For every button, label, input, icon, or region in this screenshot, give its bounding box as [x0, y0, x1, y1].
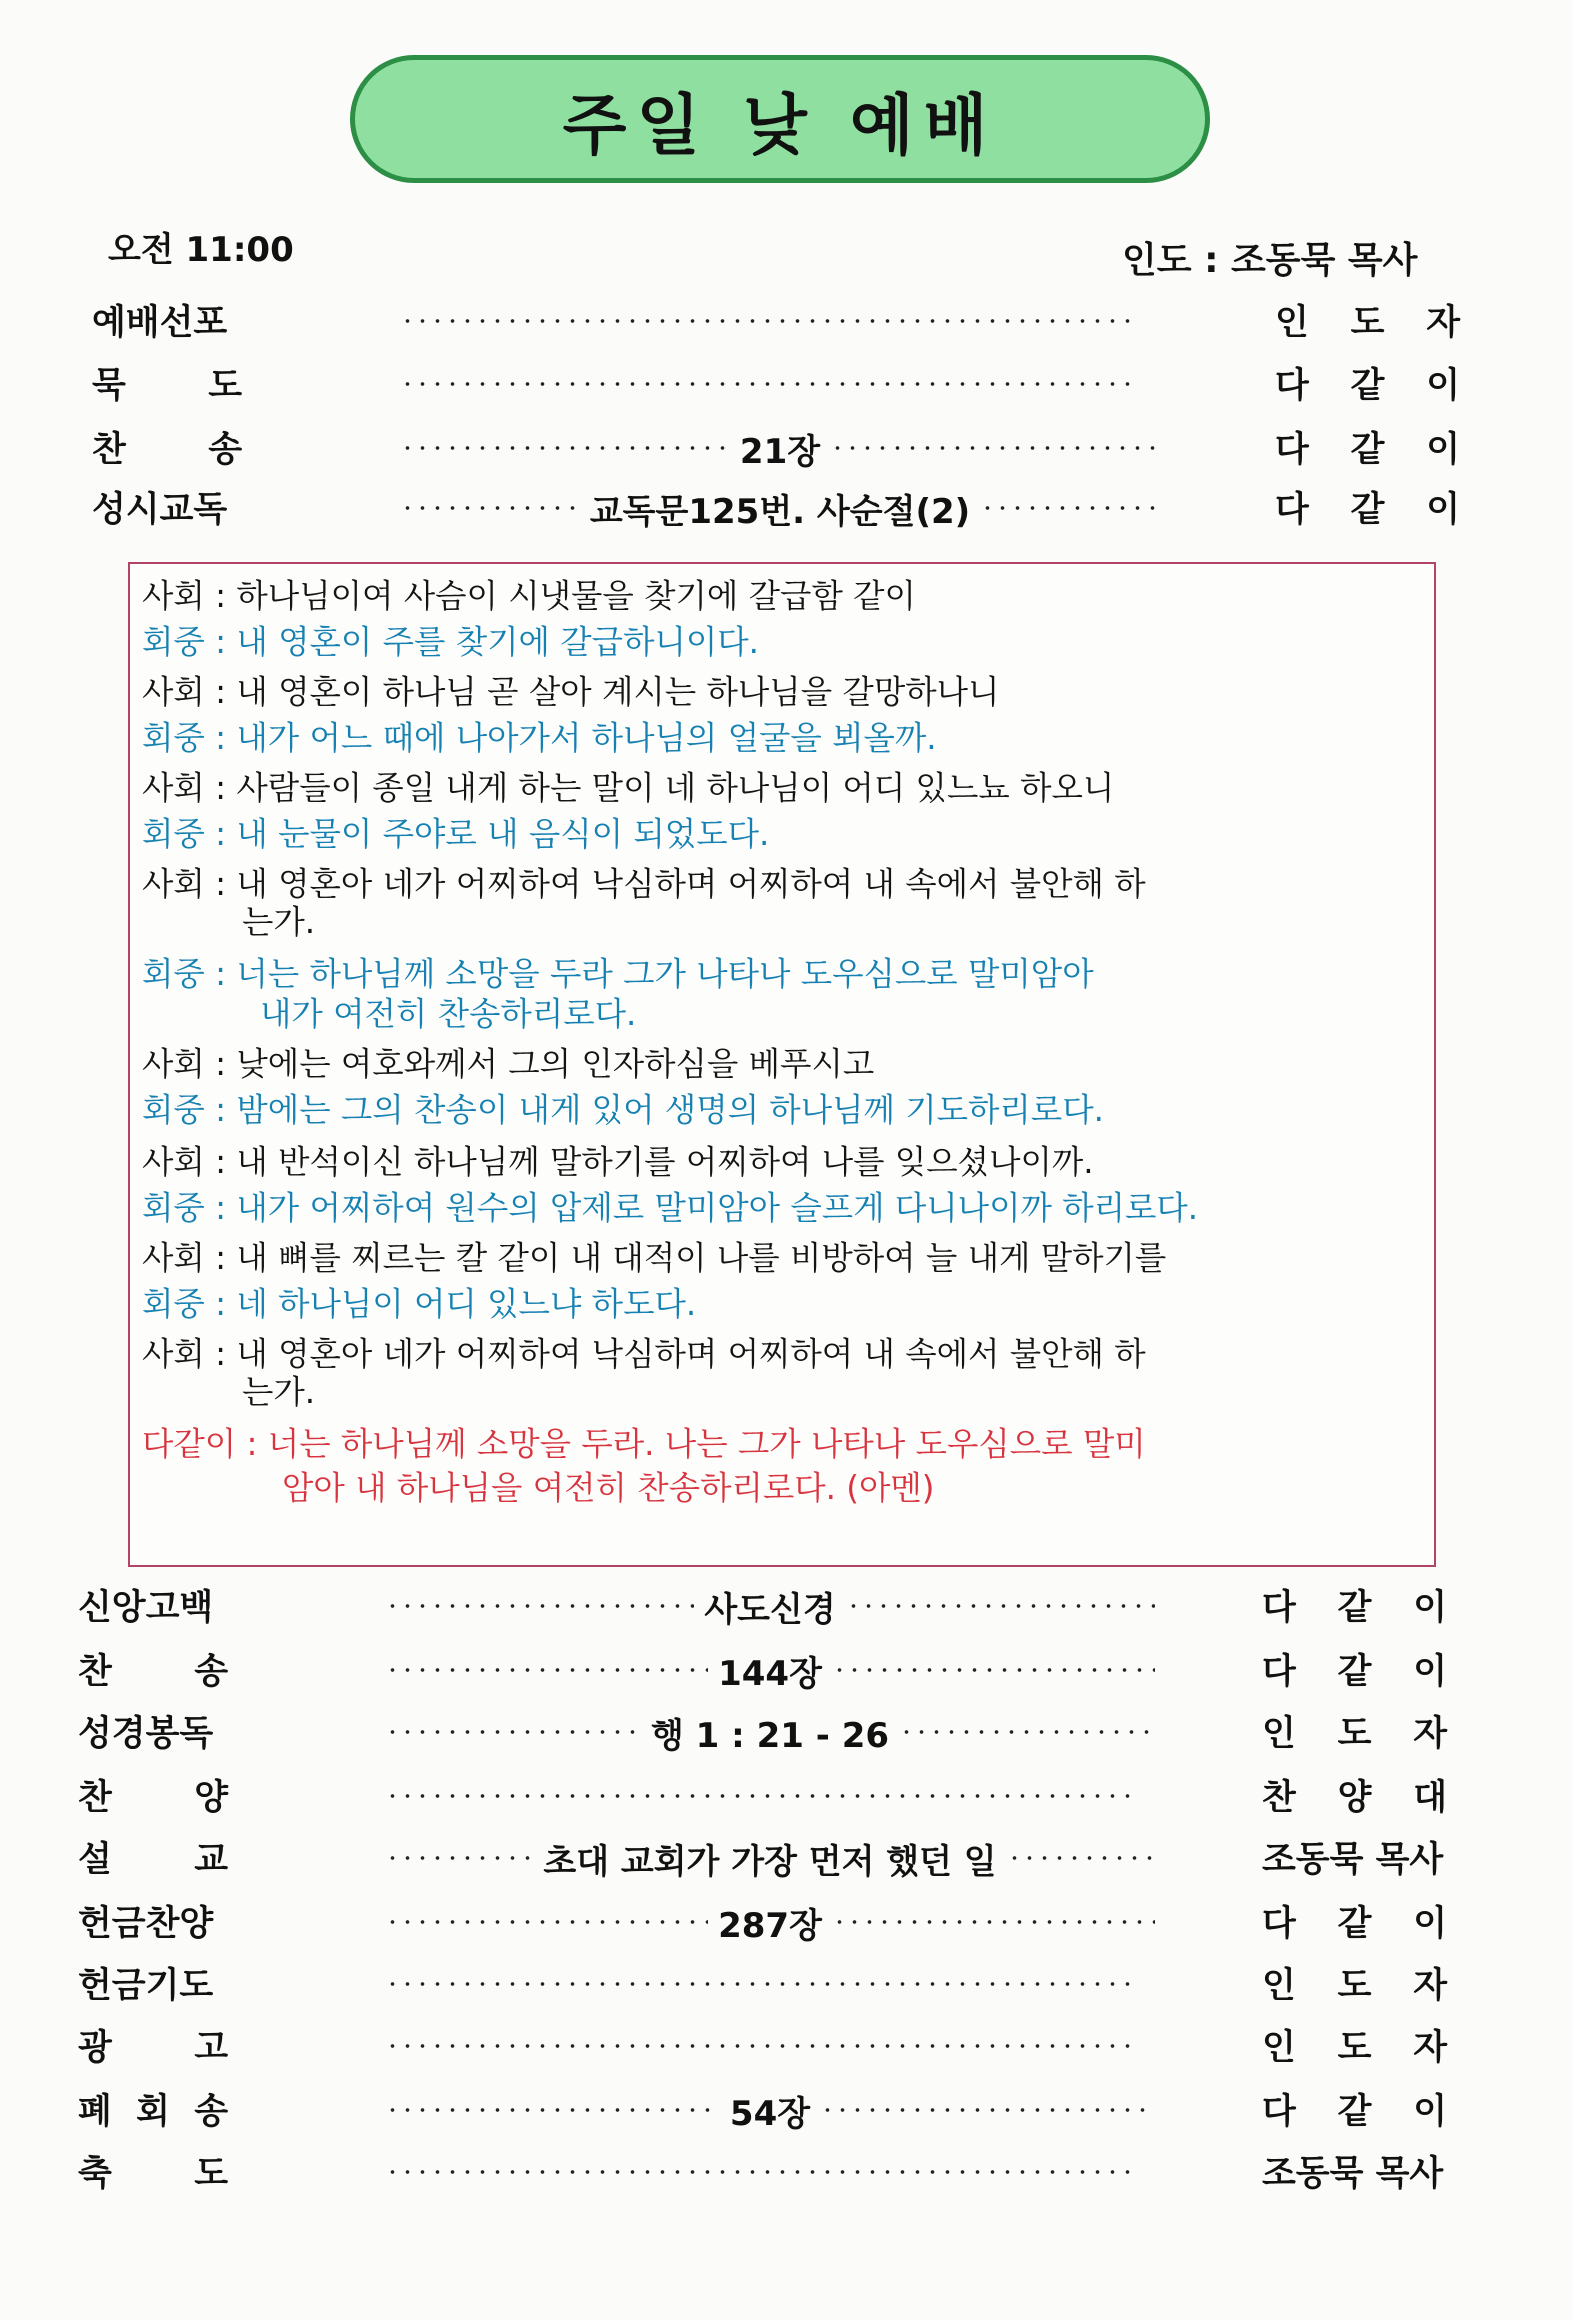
- order-item-participant-part: 이: [1413, 2092, 1447, 2132]
- reading-line-congregation: 회중 : 내가 어찌하여 원수의 압제로 말미암아 슬프게 다니나이까 하리로다.: [142, 1189, 1199, 1227]
- order-item-participant: [1262, 1644, 1447, 1694]
- order-item-participant: [1262, 2084, 1447, 2134]
- dotted-leader: [400, 301, 1160, 341]
- order-item-participant-part: 자: [1413, 2028, 1447, 2068]
- order-item-label: [92, 358, 242, 408]
- order-item-participant: [1275, 422, 1460, 472]
- order-item-participant: [1262, 1770, 1447, 1820]
- order-item-label-part: 성경봉독: [78, 1714, 214, 1754]
- order-item-participant-part: 같: [1337, 1904, 1372, 1944]
- order-item-participant-part: 이: [1426, 366, 1460, 406]
- order-item-label-part: 성시교독: [92, 490, 228, 530]
- order-item: [0, 2084, 1573, 2134]
- order-item: [0, 482, 1573, 532]
- order-item-participant-part: 다: [1262, 1588, 1296, 1628]
- order-item-participant-part: 자: [1426, 303, 1460, 343]
- order-item-detail: 초대 교회가 가장 먼저 했던 일: [543, 1841, 997, 1878]
- order-item-detail: 사도신경: [704, 1589, 836, 1626]
- order-item-participant-part: 인: [1262, 1966, 1296, 2006]
- dotted-leader: [400, 364, 1160, 404]
- order-item-label-part: 예배선포: [92, 303, 228, 343]
- dotted-leader: [385, 1712, 1155, 1752]
- order-item-label: [78, 1832, 228, 1882]
- order-item-participant-part: 같: [1337, 1652, 1372, 1692]
- dotted-leader: [385, 1776, 1155, 1816]
- order-item-participant-part: 이: [1413, 1652, 1447, 1692]
- order-item-participant-part: 다: [1275, 430, 1309, 470]
- reading-line-leader: 는가.: [242, 1373, 316, 1411]
- order-item-label: [78, 2084, 228, 2134]
- order-item-participant-part: 같: [1337, 2092, 1372, 2132]
- order-item-participant-part: 다: [1275, 490, 1309, 530]
- order-item-participant-part: 찬: [1262, 1778, 1296, 1818]
- order-item-label-part: 송: [194, 1652, 228, 1692]
- reading-line-congregation: 내가 여전히 찬송하리로다.: [260, 995, 637, 1033]
- reading-line-leader: 사회 : 사람들이 종일 내게 하는 말이 네 하나님이 어디 있느뇨 하오니: [142, 769, 1115, 807]
- order-item-label-part: 교: [194, 1840, 228, 1880]
- dotted-leader: [385, 1902, 1155, 1942]
- order-item-label: [78, 1706, 228, 1756]
- order-item: [0, 358, 1573, 408]
- order-item-participant: [1262, 2020, 1447, 2070]
- order-item-participant-part: 이: [1426, 430, 1460, 470]
- order-item-detail: 행 1 : 21 - 26: [650, 1715, 890, 1752]
- order-item-participant-part: 자: [1413, 1714, 1447, 1754]
- order-item-participant: [1262, 2146, 1447, 2196]
- reading-line-leader: 사회 : 내 영혼아 네가 어찌하여 낙심하며 어찌하여 내 속에서 불안해 하: [142, 865, 1146, 903]
- order-item-participant-part: 다: [1275, 366, 1309, 406]
- order-item: [0, 422, 1573, 472]
- order-item-label-part: 축: [78, 2154, 112, 2194]
- order-item-label: [78, 1770, 228, 1820]
- order-item-participant: [1262, 1580, 1447, 1630]
- order-item-participant: [1262, 1832, 1447, 1882]
- order-item-label: [78, 2020, 228, 2070]
- order-item-participant: [1262, 1958, 1447, 2008]
- order-item: [0, 1644, 1573, 1694]
- dotted-leader: [385, 1838, 1155, 1878]
- responsive-reading-box: [128, 562, 1436, 1567]
- order-item-label-part: 광: [78, 2028, 112, 2068]
- reading-line-congregation: 회중 : 내 영혼이 주를 찾기에 갈급하니이다.: [142, 623, 759, 661]
- reading-line-leader: 사회 : 내 영혼아 네가 어찌하여 낙심하며 어찌하여 내 속에서 불안해 하: [142, 1335, 1146, 1373]
- order-item-label: [78, 2146, 228, 2196]
- order-item: [0, 1896, 1573, 1946]
- order-item-participant-part: 같: [1350, 430, 1385, 470]
- order-item: [0, 1832, 1573, 1882]
- order-item-participant-part: 인: [1275, 303, 1309, 343]
- order-item: [0, 1958, 1573, 2008]
- reading-line-congregation: 회중 : 너는 하나님께 소망을 두라 그가 나타나 도우심으로 말미암아: [142, 955, 1094, 993]
- order-item-participant-part: 같: [1350, 490, 1385, 530]
- order-item-label: [78, 1896, 228, 1946]
- order-item-participant-part: 대: [1413, 1778, 1447, 1818]
- dotted-leader: [385, 1586, 1155, 1626]
- order-item-label: [92, 482, 242, 532]
- order-item: [0, 1770, 1573, 1820]
- order-item-label-part: 찬: [92, 430, 126, 470]
- order-item-participant-part: 양: [1337, 1778, 1372, 1818]
- order-item-participant-part: 조동묵 목사: [1262, 1840, 1444, 1880]
- order-item-participant-part: 인: [1262, 2028, 1296, 2068]
- order-item-detail: 교독문125번. 사순절(2): [589, 491, 971, 528]
- order-item-participant: [1262, 1706, 1447, 1756]
- reading-line-leader: 사회 : 하나님이여 사슴이 시냇물을 찾기에 갈급함 같이: [142, 577, 916, 615]
- order-item-participant-part: 다: [1262, 1652, 1296, 1692]
- order-item-label-part: 묵: [92, 366, 126, 406]
- order-item-participant-part: 도: [1350, 303, 1385, 343]
- order-item-detail: 21장: [739, 431, 821, 468]
- order-item: [0, 2146, 1573, 2196]
- order-item-label-part: 도: [208, 366, 242, 406]
- dotted-leader: [385, 1650, 1155, 1690]
- reading-line-congregation: 회중 : 내가 어느 때에 나아가서 하나님의 얼굴을 뵈올까.: [142, 719, 937, 757]
- order-item-participant-part: 도: [1337, 1714, 1372, 1754]
- order-item-label: [92, 295, 242, 345]
- page-title: 주일 낮 예배: [350, 55, 1210, 183]
- order-item-label-part: 회: [136, 2092, 170, 2132]
- order-item-label: [78, 1580, 228, 1630]
- reading-line-leader: 사회 : 낮에는 여호와께서 그의 인자하심을 베푸시고: [142, 1045, 875, 1083]
- order-item-detail: 144장: [718, 1653, 822, 1690]
- reading-line-unison: 다같이 : 너는 하나님께 소망을 두라. 나는 그가 나타나 도우심으로 말미: [142, 1425, 1146, 1463]
- dotted-leader: [385, 2090, 1155, 2130]
- order-item-participant-part: 도: [1337, 1966, 1372, 2006]
- service-leader: 인도 : 조동묵 목사: [1122, 240, 1418, 281]
- order-item: [0, 295, 1573, 345]
- dotted-leader: [400, 428, 1160, 468]
- order-item-label-part: 폐: [78, 2092, 112, 2132]
- order-item-label-part: 신앙고백: [78, 1588, 214, 1628]
- order-item-participant-part: 다: [1262, 1904, 1296, 1944]
- order-item-detail: 287장: [718, 1905, 822, 1942]
- service-time: 오전 11:00: [108, 230, 294, 270]
- order-item-participant-part: 다: [1262, 2092, 1296, 2132]
- reading-line-leader: 사회 : 내 뼈를 찌르는 칼 같이 내 대적이 나를 비방하여 늘 내게 말하기를: [142, 1239, 1167, 1277]
- order-item-participant-part: 같: [1337, 1588, 1372, 1628]
- reading-line-congregation: 회중 : 밤에는 그의 찬송이 내게 있어 생명의 하나님께 기도하리로다.: [142, 1091, 1104, 1129]
- reading-line-congregation: 회중 : 네 하나님이 어디 있느냐 하도다.: [142, 1285, 697, 1323]
- order-item-label-part: 고: [194, 2028, 228, 2068]
- order-item-participant-part: 인: [1262, 1714, 1296, 1754]
- order-item-label: [92, 422, 242, 472]
- order-item-label-part: 설: [78, 1840, 112, 1880]
- dotted-leader: [385, 2152, 1155, 2192]
- order-item-label: [78, 1644, 228, 1694]
- order-item-participant: [1275, 482, 1460, 532]
- order-item-label-part: 도: [194, 2154, 228, 2194]
- order-item-label-part: 헌금기도: [78, 1966, 214, 2006]
- order-item-label-part: 찬: [78, 1652, 112, 1692]
- order-item-participant: [1262, 1896, 1447, 1946]
- order-item-label-part: 찬: [78, 1778, 112, 1818]
- order-item-label-part: 헌금찬양: [78, 1904, 214, 1944]
- order-item-participant-part: 같: [1350, 366, 1385, 406]
- reading-line-unison: 암아 내 하나님을 여전히 찬송하리로다. (아멘): [282, 1469, 935, 1507]
- order-item-participant-part: 도: [1337, 2028, 1372, 2068]
- reading-line-leader: 사회 : 내 반석이신 하나님께 말하기를 어찌하여 나를 잊으셨나이까.: [142, 1143, 1094, 1181]
- order-item-label-part: 송: [208, 430, 242, 470]
- dotted-leader: [385, 2026, 1155, 2066]
- order-item-participant: [1275, 358, 1460, 408]
- order-item-participant-part: 이: [1426, 490, 1460, 530]
- order-item-participant-part: 이: [1413, 1904, 1447, 1944]
- reading-line-leader: 는가.: [242, 903, 316, 941]
- dotted-leader: [400, 488, 1160, 528]
- order-item-participant-part: 자: [1413, 1966, 1447, 2006]
- order-item-label-part: 송: [194, 2092, 228, 2132]
- order-item-label-part: 양: [194, 1778, 228, 1818]
- order-item-participant-part: 조동묵 목사: [1262, 2154, 1444, 2194]
- order-item-label: [78, 1958, 228, 2008]
- reading-line-congregation: 회중 : 내 눈물이 주야로 내 음식이 되었도다.: [142, 815, 770, 853]
- dotted-leader: [385, 1964, 1155, 2004]
- order-item: [0, 1706, 1573, 1756]
- order-item-participant-part: 이: [1413, 1588, 1447, 1628]
- order-item: [0, 2020, 1573, 2070]
- order-item: [0, 1580, 1573, 1630]
- reading-line-leader: 사회 : 내 영혼이 하나님 곧 살아 계시는 하나님을 갈망하나니: [142, 673, 1000, 711]
- order-item-detail: 54장: [729, 2093, 811, 2130]
- order-item-participant: [1275, 295, 1460, 345]
